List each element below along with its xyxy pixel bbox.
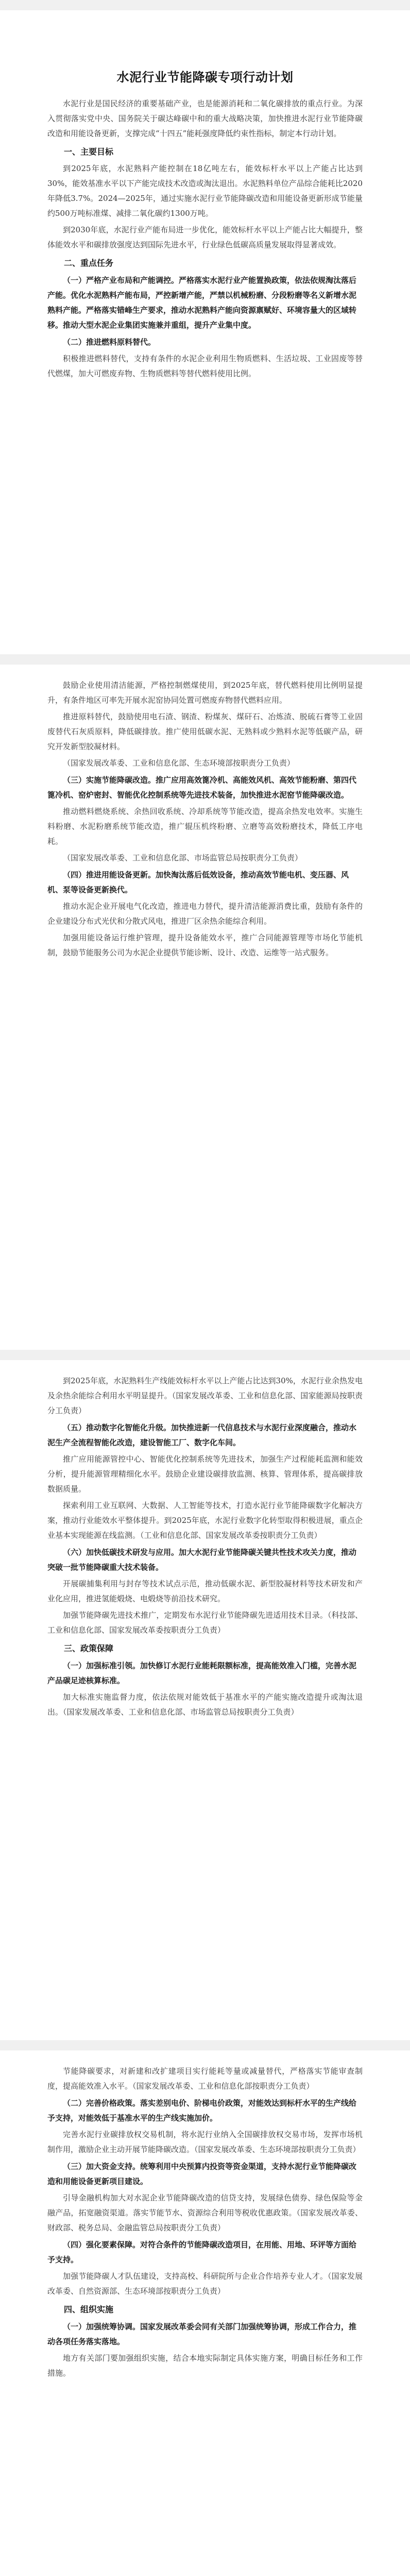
subsection-heading: （六）加快低碳技术研发与应用。加大水泥行业节能降碳关键共性技术攻关力度，推动突破一批节能降碳重大技术装备。 (47, 1548, 357, 1572)
document-page-3 (10, 1360, 400, 2040)
body-paragraph: 到2025年底，水泥熟料产能控制在18亿吨左右，能效标杆水平以上产能占比达到30%，能效基准水平以下产能完成技术改造或淘汰退出。水泥熟料单位产品综合能耗比2020年降低3.7%。2024—2025年，通过实施水泥行业节能降碳改造和用能设备更新形成节能量约500万吨标准煤、减排二氧化碳约1300万吨。 (47, 164, 363, 218)
subsection-heading: （三）加大资金支持。统筹利用中央预算内投资等资金渠道，支持水泥行业节能降碳改造和用能设备更新项目建设。 (47, 2162, 357, 2186)
section-heading: 三、政策保障 (64, 1643, 114, 1653)
page-gap (0, 0, 410, 10)
document-page-4 (10, 2050, 400, 2576)
body-paragraph: 引导金融机构加大对水泥企业节能降碳改造的信贷支持，发展绿色债券、绿色保险等金融产品，拓宽融资渠道。落实节能节水、资源综合利用等税收优惠政策。（国家发展改革委、财政部、税务总局、金融监管总局按职责分工负责） (47, 2193, 363, 2232)
body-paragraph: 加强节能降碳人才队伍建设，支持高校、科研院所与企业合作培养专业人才。（国家发展改革委、自然资源部、生态环境部按职责分工负责） (47, 2272, 363, 2296)
body-paragraph: 加强用能设备运行维护管理，提升设备能效水平，推广合同能源管理等市场化节能机制，鼓励节能服务公司为水泥企业提供节能诊断、设计、改造、运维等一站式服务。 (47, 933, 363, 957)
body-paragraph: 开展碳捕集利用与封存等技术试点示范，推动低碳水泥、新型胶凝材料等技术研发和产业化应用，推进氢能煅烧、电煅烧等前沿技术研究。 (47, 1579, 363, 1603)
page-content (10, 665, 400, 975)
document-page-1 (10, 10, 400, 654)
body-paragraph: 推动水泥企业开展电气化改造，推进电力替代，提升清洁能源消费比重，鼓励有条件的企业建设分布式光伏和分散式风电，推进厂区余热余能综合利用。 (47, 902, 363, 926)
subsection-heading: （二）推进燃料原料替代。 (63, 337, 156, 347)
page-1-body (47, 96, 363, 381)
section-heading: 二、重点任务 (64, 258, 114, 268)
body-paragraph: 鼓励企业使用清洁能源，严格控制燃煤使用，到2025年底，替代燃料使用比例明显提升，有条件地区可率先开展水泥窑协同处置可燃废弃物替代燃料应用。 (47, 681, 363, 705)
section-heading: 一、主要目标 (64, 147, 114, 157)
subsection-heading: （三）实施节能降碳改造。推广应用高效篦冷机、高能效风机、高效节能粉磨、第四代篦冷机、窑炉密封、智能优化控制系统等先进技术装备，加快推进水泥窑节能降碳改造。 (47, 775, 357, 800)
body-paragraph: 完善水泥行业碳排放权交易机制，将水泥行业纳入全国碳排放权交易市场，发挥市场机制作用，激励企业主动开展节能降碳改造。（国家发展改革委、生态环境部按职责分工负责） (47, 2130, 363, 2154)
body-paragraph: 到2030年底，水泥行业产能布局进一步优化，能效标杆水平以上产能占比大幅提升，整体能效水平和碳排放强度达到国际先进水平，行业绿色低碳高质量发展取得显著成效。 (47, 225, 363, 249)
body-paragraph: 积极推进燃料替代，支持有条件的水泥企业利用生物质燃料、生活垃圾、工业固废等替代燃煤，加大可燃废弃物、生物质燃料等替代燃料使用比例。 (47, 354, 363, 378)
page-4-body (47, 2064, 363, 2381)
page-gap (0, 1350, 410, 1360)
page-content (10, 1360, 400, 1735)
page-content (10, 10, 400, 396)
document-title: 水泥行业节能降碳专项行动计划 (116, 70, 294, 84)
body-paragraph: （国家发展改革委、工业和信息化部、市场监管总局按职责分工负责） (63, 853, 303, 862)
document-page-2 (10, 665, 400, 1350)
body-paragraph: 节能降碳要求，对新建和改扩建项目实行能耗等量或减量替代，严格落实节能审查制度，提高能效准入水平。（国家发展改革委、工业和信息化部按职责分工负责） (47, 2066, 363, 2091)
page-3-body (47, 1374, 363, 1720)
subsection-heading: （五）推动数字化智能化升级。加快推进新一代信息技术与水泥行业深度融合，推动水泥生产全流程智能化改造，建设智能工厂、数字化车间。 (47, 1423, 357, 1447)
subsection-heading: （一）加强标准引领。加快修订水泥行业能耗限额标准，提高能效准入门槛，完善水泥产品碳足迹核算标准。 (47, 1661, 357, 1685)
body-paragraph: 加强节能降碳先进技术推广，定期发布水泥行业节能降碳先进适用技术目录。（科技部、工业和信息化部、国家发展改革委按职责分工负责） (47, 1611, 363, 1635)
body-paragraph: 到2025年底，水泥熟料生产线能效标杆水平以上产能占比达到30%，水泥行业余热发电及余热余能综合利用水平明显提升。（国家发展改革委、工业和信息化部、国家能源局按职责分工负责） (47, 1376, 363, 1415)
page-gap (0, 2040, 410, 2050)
section-heading: 四、组织实施 (64, 2304, 114, 2314)
page-content (10, 2050, 400, 2396)
body-paragraph: 推广应用能源管控中心、智能优化控制系统等先进技术，加强生产过程能耗监测和能效分析，提升能源管理精细化水平。鼓励企业建设碳排放监测、核算、管理体系，提高碳排放数据质量。 (47, 1454, 363, 1494)
page-2-body (47, 678, 363, 960)
body-paragraph: 水泥行业是国民经济的重要基础产业，也是能源消耗和二氧化碳排放的重点行业。为深入贯彻落实党中央、国务院关于碳达峰碳中和的重大战略决策，加快推进水泥行业节能降碳改造和用能设备更新，支撑完成“十四五”能耗强度降低约束性指标，制定本行动计划。 (47, 99, 363, 138)
body-paragraph: 推动燃料燃烧系统、余热回收系统、冷却系统等节能改造，提高余热发电效率。实施生料粉磨、水泥粉磨系统节能改造，推广辊压机终粉磨、立磨等高效粉磨技术，降低工序电耗。 (47, 807, 363, 846)
body-paragraph: （国家发展改革委、工业和信息化部、生态环境部按职责分工负责） (63, 758, 295, 768)
subsection-heading: （一）严格产业布局和产能调控。严格落实水泥行业产能置换政策，依法依规淘汰落后产能。优化水泥熟料产能布局，严控新增产能，严禁以机械粉磨、分段粉磨等名义新增水泥熟料产能。严格落实错峰生产要求，推动水泥熟料产能向资源禀赋好、环境容量大的区域转移。推动大型水泥企业集团实施兼并重组，提升产业集中度。 (47, 276, 357, 330)
subsection-heading: （四）强化要素保障。对符合条件的节能降碳改造项目，在用能、用地、环评等方面给予支持。 (47, 2240, 357, 2264)
body-paragraph: 推进原料替代，鼓励使用电石渣、钢渣、粉煤灰、煤矸石、冶炼渣、脱硫石膏等工业固废替代石灰质原料，降低碳排放。推广使用低碳水泥、无熟料或少熟料水泥等低碳产品，研究开发新型胶凝材料。 (47, 712, 363, 751)
page-gap (0, 654, 410, 665)
body-paragraph: 探索利用工业互联网、大数据、人工智能等技术，打造水泥行业节能降碳数字化解决方案，推动行业能效水平整体提升。到2025年底，水泥行业数字化转型取得积极进展，重点企业基本实现能源在线监测。（工业和信息化部、国家发展改革委按职责分工负责） (47, 1501, 363, 1540)
subsection-heading: （一）加强统筹协调。国家发展改革委会同有关部门加强统筹协调，形成工作合力，推动各项任务落实落地。 (47, 2322, 357, 2346)
body-paragraph: 加大标准实施监督力度，依法依规对能效低于基准水平的产能实施改造提升或淘汰退出。（国家发展改革委、工业和信息化部、市场监管总局按职责分工负责） (47, 1692, 363, 1717)
subsection-heading: （二）完善价格政策。落实差别电价、阶梯电价政策，对能效达到标杆水平的生产线给予支持，对能效低于基准水平的生产线实施加价。 (47, 2098, 357, 2123)
subsection-heading: （四）推进用能设备更新。加快淘汰落后低效设备，推动高效节能电机、变压器、风机、泵等设备更新换代。 (47, 870, 349, 894)
body-paragraph: 地方有关部门要加强组织实施，结合本地实际制定具体实施方案，明确目标任务和工作措施。 (47, 2353, 363, 2378)
